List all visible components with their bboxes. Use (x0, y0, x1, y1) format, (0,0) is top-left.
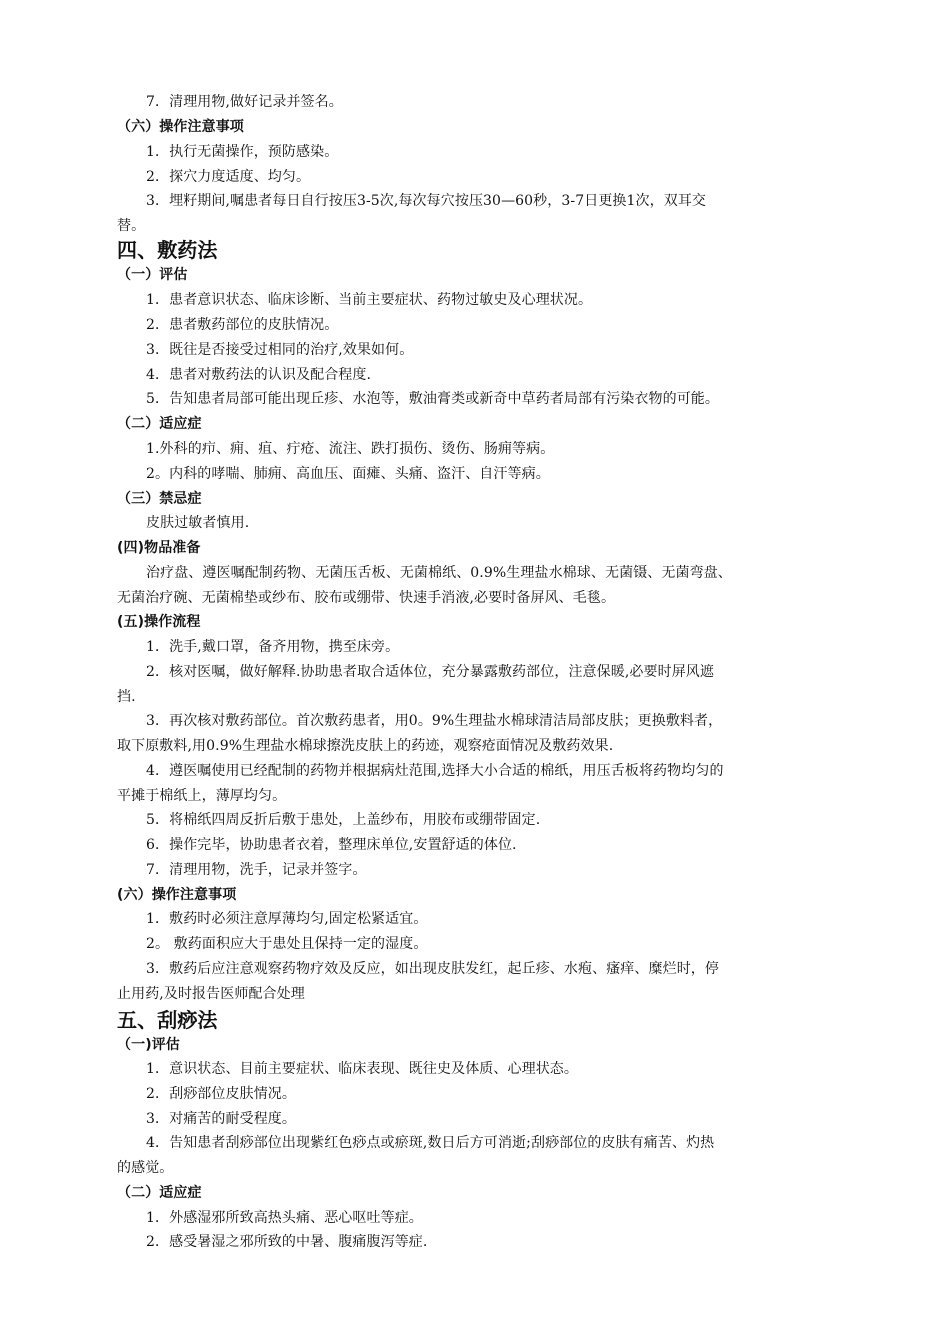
paragraph-line: 2．刮痧部位皮肤情况。 (146, 1086, 297, 1102)
paragraph-line: 皮肤过敏者慎用. (146, 515, 250, 531)
subsection-heading: （三）禁忌症 (117, 491, 202, 507)
paragraph-line: 1．意识状态、目前主要症状、临床表现、既往史及体质、心理状态。 (146, 1061, 579, 1077)
paragraph-line: 2．感受暑湿之邪所致的中暑、腹痛腹泻等症. (146, 1234, 428, 1250)
subsection-heading: （一)评估 (117, 1037, 180, 1053)
section-heading: 五、刮痧法 (117, 1008, 218, 1032)
paragraph-line: 4．遵医嘱使用已经配制的药物并根据病灶范围,选择大小合适的棉纸，用压舌板将药物均匀的 (146, 763, 724, 779)
paragraph-line: 平摊于棉纸上，薄厚均匀。 (117, 788, 287, 804)
paragraph-line: 2．核对医嘱，做好解释.协助患者取合适体位，充分暴露敷药部位，注意保暖,必要时屏风遮 (146, 664, 715, 680)
paragraph-line: 3．再次核对敷药部位。首次敷药患者，用0。9%生理盐水棉球清洁局部皮肤；更换敷料者， (146, 713, 723, 729)
paragraph-line: 1．患者意识状态、临床诊断、当前主要症状、药物过敏史及心理状况。 (146, 292, 593, 308)
subsection-heading: （一）评估 (117, 267, 188, 283)
paragraph-line: 7．清理用物,做好记录并签名。 (146, 94, 343, 110)
paragraph-line: 5．告知患者局部可能出现丘疹、水泡等，敷油膏类或新奇中草药者局部有污染衣物的可能。 (146, 391, 720, 407)
paragraph-line: 5．将棉纸四周反折后敷于患处，上盖纱布，用胶布或绷带固定. (146, 812, 541, 828)
paragraph-line: 2．患者敷药部位的皮肤情况。 (146, 317, 339, 333)
paragraph-line: 替。 (117, 218, 146, 234)
subsection-heading: (六）操作注意事项 (117, 887, 237, 903)
paragraph-line: 1．执行无菌操作，预防感染。 (146, 144, 339, 160)
paragraph-line: 无菌治疗碗、无菌棉垫或纱布、胶布或绷带、快速手消液,必要时备屏风、毛毯。 (117, 590, 616, 606)
paragraph-line: 1．洗手,戴口罩，备齐用物，携至床旁。 (146, 639, 400, 655)
subsection-heading: (四)物品准备 (117, 540, 201, 556)
subsection-heading: （二）适应症 (117, 416, 202, 432)
paragraph-line: 6．操作完毕，协助患者衣着，整理床单位,安置舒适的体位. (146, 837, 517, 853)
subsection-heading: （二）适应症 (117, 1185, 202, 1201)
paragraph-line: 1．敷药时必须注意厚薄均匀,固定松紧适宜。 (146, 911, 428, 927)
paragraph-line: 3．埋籽期间,嘱患者每日自行按压3-5次,每次每穴按压30—60秒，3-7日更换1次，双耳交 (146, 193, 707, 209)
subsection-heading: （六）操作注意事项 (117, 119, 244, 135)
paragraph-line: 治疗盘、遵医嘱配制药物、无菌压舌板、无菌棉纸、0.9%生理盐水棉球、无菌镊、无菌弯盘、 (146, 565, 732, 581)
paragraph-line: 2．探穴力度适度、均匀。 (146, 169, 311, 185)
paragraph-line: 1.外科的疖、痈、疽、疔疮、流注、跌打损伤、烫伤、肠痈等病。 (146, 441, 555, 457)
paragraph-line: 7．清理用物，洗手，记录并签字。 (146, 862, 367, 878)
paragraph-line: 4．患者对敷药法的认识及配合程度. (146, 367, 372, 383)
subsection-heading: (五)操作流程 (117, 614, 201, 630)
paragraph-line: 取下原敷料,用0.9%生理盐水棉球擦洗皮肤上的药迹，观察疮面情况及敷药效果. (117, 738, 614, 754)
paragraph-line: 3．既往是否接受过相同的治疗,效果如何。 (146, 342, 414, 358)
paragraph-line: 的感觉。 (117, 1160, 174, 1176)
paragraph-line: 挡. (117, 689, 136, 705)
paragraph-line: 3．对痛苦的耐受程度。 (146, 1111, 297, 1127)
paragraph-line: 2。内科的哮喘、肺痈、高血压、面瘫、头痛、盗汗、自汗等病。 (146, 466, 550, 482)
paragraph-line: 4．告知患者刮痧部位出现紫红色痧点或瘀斑,数日后方可消逝;刮痧部位的皮肤有痛苦、灼热 (146, 1135, 715, 1151)
paragraph-line: 1．外感湿邪所致高热头痛、恶心呕吐等症。 (146, 1210, 423, 1226)
section-heading: 四、敷药法 (117, 238, 218, 262)
paragraph-line: 2。 敷药面积应大于患处且保持一定的湿度。 (146, 936, 428, 952)
paragraph-line: 3．敷药后应注意观察药物疗效及反应，如出现皮肤发红，起丘疹、水疱、瘙痒、糜烂时，停 (146, 961, 720, 977)
paragraph-line: 止用药,及时报告医师配合处理 (117, 986, 305, 1002)
